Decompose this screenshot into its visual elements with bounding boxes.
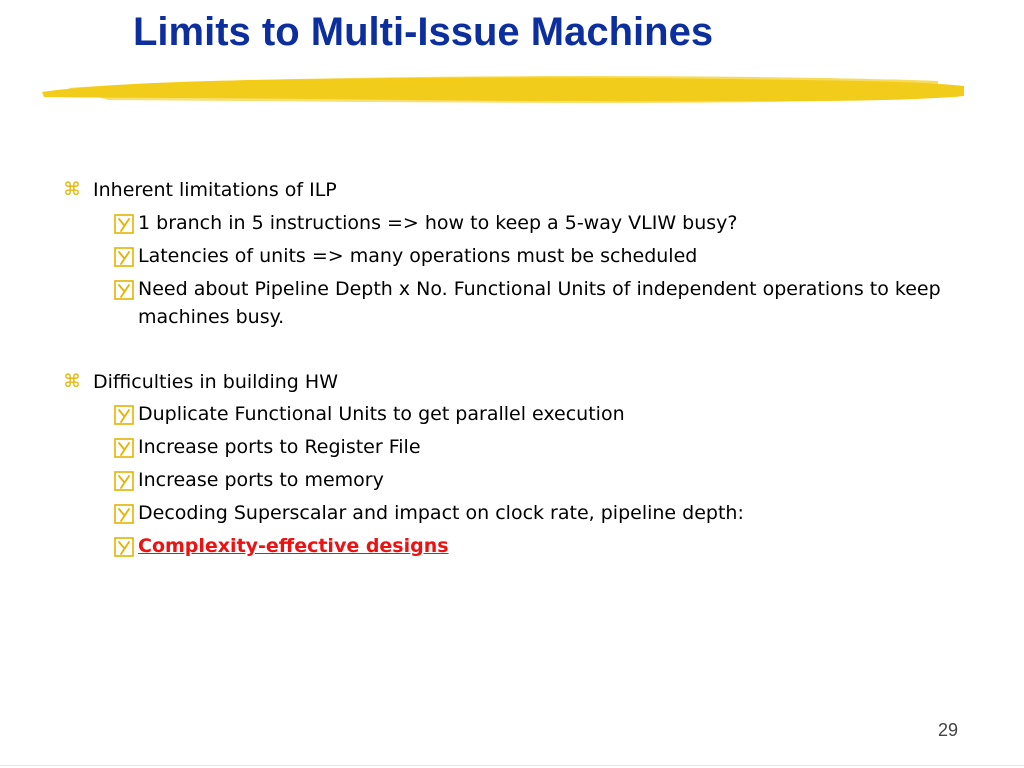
- checkbox-y-icon: [114, 214, 134, 234]
- list-item: Increase ports to memory: [138, 469, 384, 491]
- slide-title: Limits to Multi-Issue Machines: [133, 10, 714, 54]
- checkbox-y-icon: [114, 247, 134, 267]
- list-item: Decoding Superscalar and impact on clock rate, pipeline depth:: [138, 502, 744, 524]
- list-item: Latencies of units => many operations must be scheduled: [138, 245, 698, 267]
- list-item: Increase ports to Register File: [138, 436, 421, 458]
- section-heading: Difficulties in building HW: [93, 371, 338, 393]
- list-item: Need about Pipeline Depth x No. Functional Units of independent operations to keep machines busy.: [138, 278, 941, 328]
- checkbox-y-icon: [114, 537, 134, 557]
- section-heading: Inherent limitations of ILP: [93, 179, 337, 201]
- checkbox-y-icon: [114, 405, 134, 425]
- highlighted-list-item: Complexity-effective designs: [138, 535, 449, 557]
- bottom-divider: [0, 765, 1024, 766]
- list-item: Duplicate Functional Units to get parallel execution: [138, 403, 625, 425]
- checkbox-y-icon: [114, 504, 134, 524]
- list-item: 1 branch in 5 instructions => how to keep a 5-way VLIW busy?: [138, 212, 738, 234]
- command-key-icon: ⌘: [63, 371, 81, 392]
- checkbox-y-icon: [114, 280, 134, 300]
- page-number: 29: [937, 720, 958, 740]
- checkbox-y-icon: [114, 438, 134, 458]
- command-key-icon: ⌘: [63, 179, 81, 200]
- checkbox-y-icon: [114, 471, 134, 491]
